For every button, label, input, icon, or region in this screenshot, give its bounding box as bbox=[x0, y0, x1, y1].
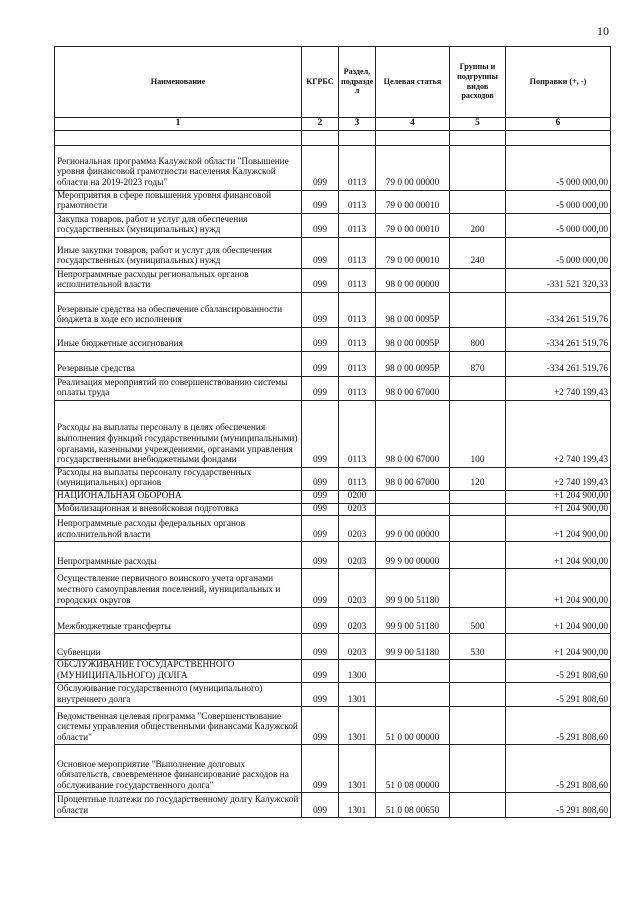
row-target: 98 0 00 0095Р bbox=[376, 351, 450, 376]
row-amount: +2 740 199,43 bbox=[506, 400, 611, 467]
row-section: 1301 bbox=[339, 745, 376, 793]
header-section: Раздел, подразде л bbox=[339, 47, 376, 118]
row-kgrbs: 099 bbox=[302, 503, 339, 516]
row-name: Иные бюджетные ассигнования bbox=[55, 327, 302, 351]
row-target: 51 0 08 00000 bbox=[376, 745, 450, 793]
row-group bbox=[450, 683, 506, 707]
column-number: 3 bbox=[339, 118, 376, 131]
row-amount: -331 521 320,33 bbox=[506, 268, 611, 292]
row-name: ОБСЛУЖИВАНИЕ ГОСУДАРСТВЕННОГО (МУНИЦИПАЛЬНОГО) ДОЛГА bbox=[55, 660, 302, 683]
table-row bbox=[55, 608, 611, 634]
row-section: 0113 bbox=[339, 268, 376, 292]
row-group bbox=[450, 376, 506, 400]
row-kgrbs: 099 bbox=[302, 569, 339, 608]
row-group bbox=[450, 707, 506, 745]
row-name: Резервные средства bbox=[55, 351, 302, 376]
row-group bbox=[450, 569, 506, 608]
table-row bbox=[55, 683, 611, 707]
row-target: 79 0 00 00010 bbox=[376, 237, 450, 268]
header-target: Целевая статья bbox=[376, 47, 450, 118]
row-target: 99 9 00 51180 bbox=[376, 634, 450, 660]
column-number: 2 bbox=[302, 118, 339, 131]
row-name: Расходы на выплаты персоналу в целях обеспечения выполнения функций государственными (муниципальными) органами, казенными учреждениями, органами управления государственными внебюджетными фондами bbox=[55, 400, 302, 467]
row-target: 98 0 00 67000 bbox=[376, 400, 450, 467]
table-row bbox=[55, 190, 611, 213]
row-amount: +1 204 900,00 bbox=[506, 503, 611, 516]
row-kgrbs: 099 bbox=[302, 707, 339, 745]
row-name: Непрограммные расходы bbox=[55, 542, 302, 569]
row-group: 530 bbox=[450, 634, 506, 660]
row-amount: +1 204 900,00 bbox=[506, 490, 611, 503]
row-target: 99 9 00 51180 bbox=[376, 569, 450, 608]
row-group: 120 bbox=[450, 467, 506, 490]
row-target: 79 0 00 00010 bbox=[376, 190, 450, 213]
table-row bbox=[55, 292, 611, 327]
row-target bbox=[376, 683, 450, 707]
row-kgrbs: 099 bbox=[302, 467, 339, 490]
row-amount: -5 291 808,60 bbox=[506, 707, 611, 745]
header-row bbox=[55, 47, 611, 118]
row-kgrbs: 099 bbox=[302, 660, 339, 683]
row-group: 800 bbox=[450, 327, 506, 351]
table-row bbox=[55, 745, 611, 793]
row-group bbox=[450, 516, 506, 542]
row-name: Осуществление первичного воинского учета органами местного самоуправления поселений, муниципальных и городских округов bbox=[55, 569, 302, 608]
row-kgrbs: 099 bbox=[302, 376, 339, 400]
row-group: 200 bbox=[450, 213, 506, 237]
header-kgrbs: КГРБС bbox=[302, 47, 339, 118]
row-target bbox=[376, 503, 450, 516]
row-name: Основное мероприятие "Выполнение долговых обязательств, своевременное финансирование расходов на обслуживание государственного долга" bbox=[55, 745, 302, 793]
row-amount: -334 261 519,76 bbox=[506, 292, 611, 327]
row-section: 1301 bbox=[339, 793, 376, 818]
row-section: 0203 bbox=[339, 569, 376, 608]
row-amount: +1 204 900,00 bbox=[506, 516, 611, 542]
table-row bbox=[55, 707, 611, 745]
row-name: Реализация мероприятий по совершенствованию системы оплаты труда bbox=[55, 376, 302, 400]
row-target: 99 9 00 51180 bbox=[376, 608, 450, 634]
row-target: 79 0 00 00010 bbox=[376, 213, 450, 237]
row-kgrbs: 099 bbox=[302, 745, 339, 793]
row-amount: -334 261 519,76 bbox=[506, 327, 611, 351]
row-group bbox=[450, 268, 506, 292]
budget-table bbox=[54, 46, 611, 818]
row-target bbox=[376, 490, 450, 503]
row-kgrbs: 099 bbox=[302, 237, 339, 268]
row-target: 99 0 00 00000 bbox=[376, 516, 450, 542]
row-section: 0113 bbox=[339, 292, 376, 327]
row-name: Мобилизационная и вневойсковая подготовка bbox=[55, 503, 302, 516]
row-section: 0113 bbox=[339, 327, 376, 351]
row-target: 51 0 00 00000 bbox=[376, 707, 450, 745]
table-row bbox=[55, 237, 611, 268]
row-amount: +1 204 900,00 bbox=[506, 634, 611, 660]
row-amount: -5 291 808,60 bbox=[506, 745, 611, 793]
table-row bbox=[55, 516, 611, 542]
row-name: Непрограммные расходы региональных органов исполнительной власти bbox=[55, 268, 302, 292]
row-group bbox=[450, 542, 506, 569]
row-amount: +1 204 900,00 bbox=[506, 608, 611, 634]
row-section: 1301 bbox=[339, 683, 376, 707]
row-group bbox=[450, 745, 506, 793]
row-section: 0203 bbox=[339, 516, 376, 542]
row-amount: +2 740 199,43 bbox=[506, 376, 611, 400]
row-amount: -5 000 000,00 bbox=[506, 190, 611, 213]
row-section: 0113 bbox=[339, 190, 376, 213]
row-section: 1300 bbox=[339, 660, 376, 683]
table-row bbox=[55, 467, 611, 490]
row-group bbox=[450, 503, 506, 516]
table-row bbox=[55, 351, 611, 376]
row-section: 0113 bbox=[339, 400, 376, 467]
row-kgrbs: 099 bbox=[302, 608, 339, 634]
row-target: 79 0 00 00000 bbox=[376, 145, 450, 190]
row-kgrbs: 099 bbox=[302, 213, 339, 237]
row-amount: -5 291 808,60 bbox=[506, 660, 611, 683]
row-kgrbs: 099 bbox=[302, 634, 339, 660]
row-amount: -334 261 519,76 bbox=[506, 351, 611, 376]
row-kgrbs: 099 bbox=[302, 145, 339, 190]
row-section: 0203 bbox=[339, 542, 376, 569]
row-name: Резервные средства на обеспечение сбалансированности бюджета в ходе его исполнения bbox=[55, 292, 302, 327]
row-amount: -5 000 000,00 bbox=[506, 237, 611, 268]
row-target: 98 0 00 0095Р bbox=[376, 327, 450, 351]
row-name: Иные закупки товаров, работ и услуг для обеспечения государственных (муниципальных) нужд bbox=[55, 237, 302, 268]
row-section: 0203 bbox=[339, 503, 376, 516]
row-kgrbs: 099 bbox=[302, 542, 339, 569]
table-row bbox=[55, 400, 611, 467]
column-numbers-row bbox=[55, 118, 611, 131]
row-name: НАЦИОНАЛЬНАЯ ОБОРОНА bbox=[55, 490, 302, 503]
row-group: 100 bbox=[450, 400, 506, 467]
row-amount: -5 000 000,00 bbox=[506, 213, 611, 237]
row-name: Закупка товаров, работ и услуг для обеспечения государственных (муниципальных) нужд bbox=[55, 213, 302, 237]
row-name: Ведомственная целевая программа "Совершенствование системы управления общественными финансами Калужской области" bbox=[55, 707, 302, 745]
row-kgrbs: 099 bbox=[302, 351, 339, 376]
table-row bbox=[55, 490, 611, 503]
row-amount: -5 000 000,00 bbox=[506, 145, 611, 190]
table-row bbox=[55, 327, 611, 351]
table-row bbox=[55, 634, 611, 660]
row-target bbox=[376, 660, 450, 683]
column-number: 1 bbox=[55, 118, 302, 131]
row-name: Субвенции bbox=[55, 634, 302, 660]
row-section: 0113 bbox=[339, 351, 376, 376]
table-row bbox=[55, 569, 611, 608]
row-section: 0113 bbox=[339, 213, 376, 237]
row-name: Расходы на выплаты персоналу государственных (муниципальных) органов bbox=[55, 467, 302, 490]
row-name: Непрограммные расходы федеральных органов исполнительной власти bbox=[55, 516, 302, 542]
row-section: 0113 bbox=[339, 467, 376, 490]
row-kgrbs: 099 bbox=[302, 327, 339, 351]
row-kgrbs: 099 bbox=[302, 292, 339, 327]
row-section: 0203 bbox=[339, 608, 376, 634]
table-row bbox=[55, 542, 611, 569]
row-kgrbs: 099 bbox=[302, 490, 339, 503]
row-amount: -5 291 808,60 bbox=[506, 793, 611, 818]
row-amount: +1 204 900,00 bbox=[506, 569, 611, 608]
row-amount: +1 204 900,00 bbox=[506, 542, 611, 569]
table-row bbox=[55, 503, 611, 516]
column-number: 6 bbox=[506, 118, 611, 131]
row-name: Межбюджетные трансферты bbox=[55, 608, 302, 634]
row-name: Процентные платежи по государственному долгу Калужской области bbox=[55, 793, 302, 818]
row-group bbox=[450, 660, 506, 683]
row-group bbox=[450, 490, 506, 503]
row-target: 98 0 00 0095Р bbox=[376, 292, 450, 327]
row-target: 98 0 00 67000 bbox=[376, 376, 450, 400]
column-number: 5 bbox=[450, 118, 506, 131]
row-section: 0200 bbox=[339, 490, 376, 503]
row-group: 500 bbox=[450, 608, 506, 634]
table-row bbox=[55, 213, 611, 237]
row-section: 0203 bbox=[339, 634, 376, 660]
row-section: 0113 bbox=[339, 237, 376, 268]
row-amount: +2 740 199,43 bbox=[506, 467, 611, 490]
row-target: 99 9 00 00000 bbox=[376, 542, 450, 569]
row-group bbox=[450, 793, 506, 818]
column-number: 4 bbox=[376, 118, 450, 131]
table-row bbox=[55, 660, 611, 683]
table-row bbox=[55, 268, 611, 292]
row-section: 1301 bbox=[339, 707, 376, 745]
table-row bbox=[55, 145, 611, 190]
header-amendments: Поправки (+, -) bbox=[506, 47, 611, 118]
row-kgrbs: 099 bbox=[302, 793, 339, 818]
row-name: Региональная программа Калужской области "Повышение уровня финансовой грамотности населения Калужской области на 2019-2023 годы" bbox=[55, 145, 302, 190]
table-row bbox=[55, 376, 611, 400]
row-kgrbs: 099 bbox=[302, 516, 339, 542]
row-section: 0113 bbox=[339, 376, 376, 400]
row-target: 98 0 00 00000 bbox=[376, 268, 450, 292]
row-group bbox=[450, 292, 506, 327]
row-amount: -5 291 808,60 bbox=[506, 683, 611, 707]
row-group bbox=[450, 190, 506, 213]
spacer-row bbox=[55, 130, 611, 145]
row-kgrbs: 099 bbox=[302, 190, 339, 213]
row-group bbox=[450, 145, 506, 190]
row-group: 870 bbox=[450, 351, 506, 376]
row-name: Обслуживание государственного (муниципального) внутреннего долга bbox=[55, 683, 302, 707]
page-number: 10 bbox=[597, 24, 609, 38]
header-name: Наименование bbox=[55, 47, 302, 118]
row-target: 98 0 00 67000 bbox=[376, 467, 450, 490]
table-row bbox=[55, 793, 611, 818]
row-group: 240 bbox=[450, 237, 506, 268]
header-groups: Группы и подгруппы видов расходов bbox=[450, 47, 506, 118]
row-section: 0113 bbox=[339, 145, 376, 190]
row-kgrbs: 099 bbox=[302, 400, 339, 467]
row-kgrbs: 099 bbox=[302, 268, 339, 292]
row-name: Мероприятия в сфере повышения уровня финансовой грамотности bbox=[55, 190, 302, 213]
row-target: 51 0 08 00650 bbox=[376, 793, 450, 818]
row-kgrbs: 099 bbox=[302, 683, 339, 707]
